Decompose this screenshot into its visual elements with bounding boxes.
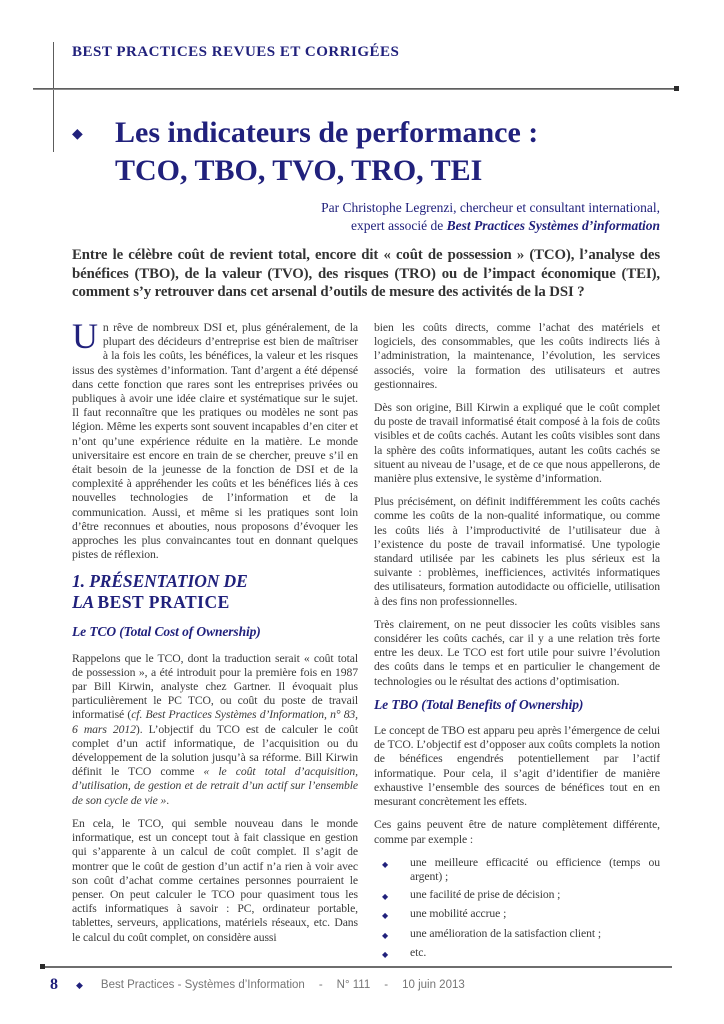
paragraph-tbo-concept: Le concept de TBO est apparu peu après l’émergence de celui de TCO. L’objectif est d’opposer aux coûts complets la notion de bénéfices engendrés potentiellement par l’actif informatique. Pour cela, il s’agit d’identifier de manière exhaustive l’ensemble des sources de bénéfices tout en en mesurant concrètement les effets. <box>374 724 660 809</box>
bullet-text: etc. <box>410 946 427 960</box>
byline-line1: Par Christophe Legrenzi, chercheur et consultant international, <box>321 200 660 215</box>
tco-history-pre: Rappelons que le TCO, dont la traduction serait « coût total de possession », a été introduit pour la première fois en 1987 par Bill Kirwin, analyste chez Gartner. Il évoquait plus particulièrement le PC TCO, ou coût du poste de travail informatisé ( <box>72 651 358 722</box>
standfirst: Entre le célèbre coût de revient total, encore dit « coût de possession » (TCO), l’analyse des bénéfices (TBO), de la valeur (TVO), des risques (TRO) ou de l’impact économique (TEI), comment s’y retrouver dans cet arsenal d’outils de mesure des activités de la DSI ? <box>72 247 660 301</box>
tco-history-post: . <box>166 793 170 807</box>
registration-vertical-line <box>53 42 54 152</box>
footer-issue-number: N° 111 <box>336 979 371 991</box>
top-rule-dot <box>674 86 679 91</box>
footer-date: 10 juin 2013 <box>402 979 465 991</box>
paragraph-hidden-costs-typology: Plus précisément, on définit indifféremment les coûts cachés comme les coûts de la non-qualité informatique, ou comme les coûts liés à l’improductivité de l’utilisateur due à l’existence du poste de travail informatisé. Une typologie standard utilisée par les cabinets les plus sérieux est la suivante : problèmes, inefficiences, activités informatiques des utilisateurs, formation autodidacte ou officielle, utilisation à des fins non professionnelles. <box>374 495 660 608</box>
paragraph-gains-intro: Ces gains peuvent être de nature complètement différente, comme par exemple : <box>374 818 660 846</box>
page-footer <box>50 976 465 994</box>
tbo-heading: Le TBO (Total Benefits of Ownership) <box>374 696 584 712</box>
paragraph-direct-costs: bien les coûts directs, comme l’achat des matériels et logiciels, des consommables, que les coûts indirects liés à l’administration, la maintenance, l’évolution, les services associés, voire la formation des utilisateurs et autres gestionnaires. <box>374 321 660 391</box>
article-title-line2: TCO, TBO, TVO, TRO, TEI <box>115 154 483 187</box>
bullet-text: une amélioration de la satisfaction client ; <box>410 926 601 940</box>
tco-heading: Le TCO (Total Cost of Ownership) <box>72 624 261 640</box>
page-number: 8 <box>50 976 58 993</box>
byline <box>321 199 660 234</box>
paragraph-tco-history <box>72 652 358 808</box>
paragraph-intro <box>72 321 358 562</box>
paragraph-visible-hidden-costs: Dès son origine, Bill Kirwin a expliqué que le coût complet du poste de travail informatisé était composé à la fois de coûts visibles et de coûts cachés. Autant les coûts visibles sont dans la sphère des coûts informatiques, autant les coûts cachés se situent au niveau de l’usage, et de ce que nous appellerons, de manière plus extensive, le système d’information. <box>374 401 660 486</box>
list-item <box>382 927 660 944</box>
section-heading-line2-caps: BEST PRATICE <box>97 592 230 613</box>
footer-separator: - <box>318 979 323 991</box>
diamond-bullet-icon: ◆ <box>382 950 389 960</box>
bottom-rule-dot <box>40 964 45 969</box>
list-item <box>382 907 660 924</box>
diamond-bullet-icon: ◆ <box>382 859 389 869</box>
diamond-bullet-icon: ◆ <box>382 930 389 940</box>
left-column <box>72 321 358 965</box>
paragraph-tco-usefulness: Très clairement, on ne peut dissocier les coûts visibles sans considérer les coûts cachés, car il y a une relation très forte entre les deux. Le TCO est fort utile pour suivre l’évolution des coûts dans le temps et en particulier le changement de technologies ou le résultat des actions d’optimisation. <box>374 617 660 688</box>
section-heading-line2 <box>72 592 358 613</box>
section-heading-presentation <box>72 571 358 613</box>
footer-journal-name: Best Practices - Systèmes d’Information <box>100 979 305 991</box>
paragraph-tco-concept: En cela, le TCO, qui semble nouveau dans le monde informatique, est un concept tout à fait classique en gestion qui s’apparente à un calcul de coût complet. Il s’agit de montrer que le coût de gestion d’un actif n’a rien à voir avec son coût d’achat comme certaines personnes pourraient le penser. On peut calculer le TCO pour quasiment tous les actifs informatiques à savoir : PC, ordinateur portable, tablettes, serveurs, applications, matériels réseaux, etc. Dans le calcul du coût complet, on considère aussi <box>72 816 358 944</box>
list-item <box>382 856 660 885</box>
bullet-text: une facilité de prise de décision ; <box>410 887 561 901</box>
article-title-line1: Les indicateurs de performance : <box>115 116 539 149</box>
tco-history-mid: ). L’objectif du TCO est de calculer le coût complet d’un actif informatique, de l’acquisition ou du développement de la solution jusqu’à sa réforme. Bill Kirwin définit le TCO comme <box>72 722 358 779</box>
tco-history-quote: « le coût total d’acquisition, d’utilisation, de gestion et de retrait d’un actif sur l’ensemble de son cycle de vie » <box>72 765 358 807</box>
bullet-text: une mobilité accrue ; <box>410 907 507 921</box>
section-heading-line2-italic: LA <box>72 592 98 613</box>
right-column <box>374 321 660 965</box>
article-title-block <box>72 114 538 190</box>
diamond-bullet-icon: ◆ <box>382 911 389 921</box>
footer-separator: - <box>384 979 389 991</box>
body-columns <box>72 321 660 965</box>
paragraph-intro-text: n rêve de nombreux DSI et, plus généralement, de la plupart des décideurs d’entreprise est bien de maîtriser à la fois les coûts, les bénéfices, la valeur et les risques issus des systèmes d’information. Tant d’argent a été dépensé dans cette fonction que rares sont les entreprises privées ou publiques à avoir une idée claire et systématique sur le sujet. Il faut reconnaître que les pratiques ou modèles ne sont pas légion. Même les experts sont souvent incapables d’en citer et n’ont qu’une expérience réduite en la matière. Le monde universitaire est encore en train de se chercher, preuve s’il en était besoin de la jeunesse de la fonction de DSI et de la complexité à appréhender les coûts et les bénéfices liés à ces nouvelles technologies de l’information et de la communication. Aussi, et même si les pratiques sont loin d’être reconnues et abouties, nous proposons d’évoquer les approches les plus convaincantes tout en donnant quelques pistes de réflexion. <box>72 321 358 562</box>
top-rule <box>33 88 674 90</box>
bullet-text: une meilleure efficacité ou efficience (temps ou argent) ; <box>410 855 660 884</box>
byline-line2-prefix: expert associé de <box>351 217 447 233</box>
diamond-bullet-icon: ◆ <box>76 979 83 990</box>
bottom-rule <box>42 966 672 968</box>
drop-cap: U <box>72 321 98 356</box>
section-heading-line1: 1. PRÉSENTATION DE <box>72 571 248 592</box>
tco-history-reference: cf. Best Practices Systèmes d’Information, n° 83, 6 mars 2012 <box>72 708 358 736</box>
list-item <box>382 946 660 963</box>
diamond-bullet-icon: ◆ <box>382 891 389 901</box>
section-kicker: BEST PRACTICES REVUES ET CORRIGÉES <box>72 44 400 60</box>
list-item <box>382 888 660 905</box>
byline-journal-name: Best Practices Systèmes d’information <box>446 217 660 233</box>
article-title <box>115 114 538 190</box>
diamond-bullet-icon: ◆ <box>72 127 83 142</box>
byline-line2 <box>321 217 660 235</box>
